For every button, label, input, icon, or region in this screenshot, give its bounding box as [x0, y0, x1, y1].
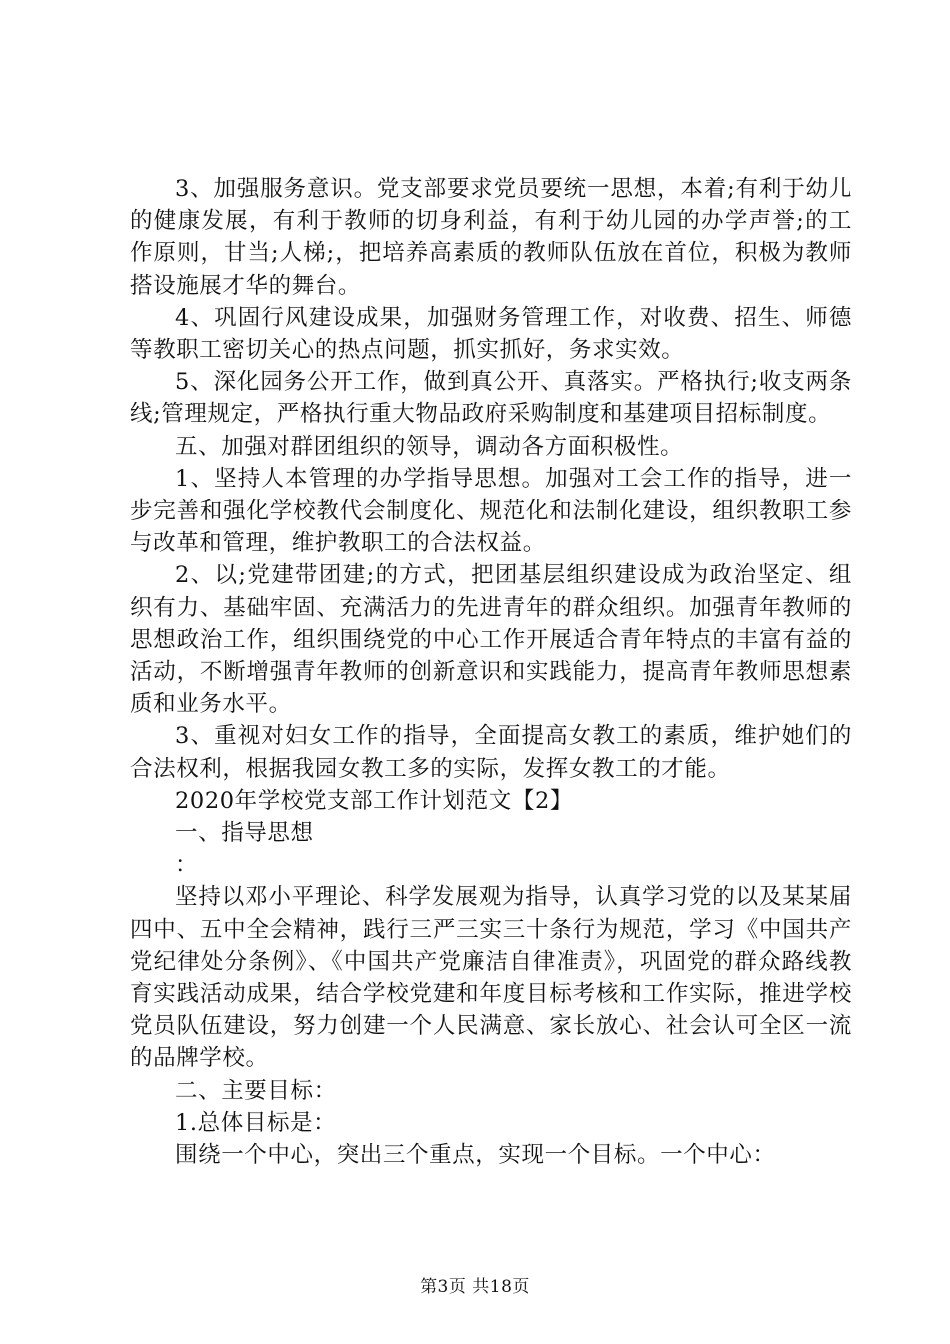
paragraph-guiding-thought: 坚持以邓小平理论、科学发展观为指导，认真学习党的以及某某届四中、五中全会精神，践行三严三实三十条行为规范，学习《中国共产党纪律处分条例》、《中国共产党廉洁自律准责》，巩固党的群众路线教育实践活动成果，结合学校党建和年度目标考核和工作实际，推进学校党员队伍建设，努力创建一个人民满意、家长放心、社会认可全区一流的品牌学校。: [130, 884, 852, 1072]
paragraph-affairs-disclosure: 5、深化园务公开工作，做到真公开、真落实。严格执行;收支两条线;管理规定，严格执行重大物品政府采购制度和基建项目招标制度。: [130, 369, 852, 428]
document-section-title: 2020年学校党支部工作计划范文【2】: [175, 787, 573, 814]
paragraph-one-center: 围绕一个中心，突出三个重点，实现一个目标。一个中心：: [175, 1142, 776, 1169]
paragraph-service-awareness: 3、加强服务意识。党支部要求党员要统一思想，本着;有利于幼儿的健康发展，有利于教师的切身利益，有利于幼儿园的办学声誉;的工作原则，甘当;人梯;，把培养高素质的教师队伍放在首位，积极为教师搭设施展才华的舞台。: [130, 176, 852, 299]
paragraph-women-work: 3、重视对妇女工作的指导，全面提高女教工的素质，维护她们的合法权利，根据我园女教工多的实际，发挥女教工的才能。: [130, 723, 852, 782]
subheading-overall-goal: 1.总体目标是：: [175, 1109, 337, 1136]
document-body: [130, 173, 852, 1171]
page-number-footer: 第3页 共18页: [420, 1277, 530, 1297]
section-heading-main-goals: 二、主要目标：: [175, 1077, 337, 1104]
paragraph-youth-league: 2、以;党建带团建;的方式，把团基层组织建设成为政治坚定、组织有力、基础牢固、充满活力的先进青年的群众组织。加强青年教师的思想政治工作，组织围绕党的中心工作开展适合青年特点的丰富有益的活动，不断增强青年教师的创新意识和实践能力，提高青年教师思想素质和业务水平。: [130, 562, 852, 718]
section-heading-mass-organizations: 五、加强对群团组织的领导，调动各方面积极性。: [175, 433, 684, 460]
colon-line: ：: [175, 852, 199, 879]
paragraph-union-work: 1、坚持人本管理的办学指导思想。加强对工会工作的指导，进一步完善和强化学校教代会制度化、规范化和法制化建设，组织教职工参与改革和管理，维护教职工的合法权益。: [130, 465, 852, 557]
section-heading-guiding-thought: 一、指导思想: [175, 820, 314, 847]
paragraph-conduct-results: 4、巩固行风建设成果，加强财务管理工作，对收费、招生、师德等教职工密切关心的热点问题，抓实抓好，务求实效。: [130, 304, 852, 364]
